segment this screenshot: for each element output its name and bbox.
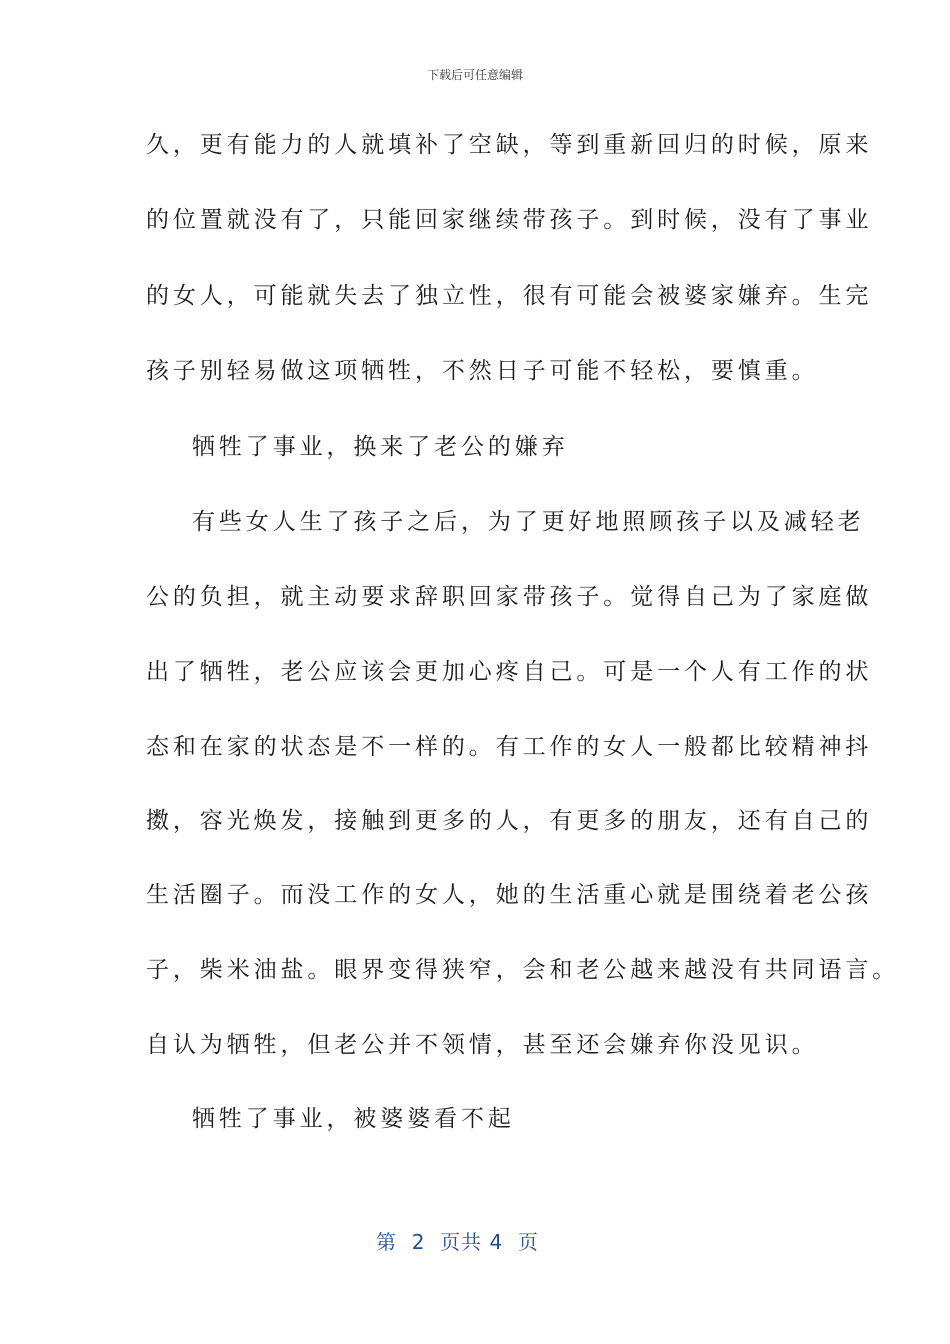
- section-heading: 牺牲了事业，被婆婆看不起: [192, 1106, 515, 1132]
- text-line: 孩子别轻易做这项牺牲，不然日子可能不轻松，要慎重。: [146, 358, 819, 384]
- text-line: 生活圈子。而没工作的女人，她的生活重心就是围绕着老公孩: [146, 882, 873, 908]
- text-line: 的位置就没有了，只能回家继续带孩子。到时候，没有了事业: [146, 207, 873, 233]
- text-line: 擞，容光焕发，接触到更多的人，有更多的朋友，还有自己的: [146, 808, 873, 834]
- page-header: 下载后可任意编辑: [426, 68, 523, 82]
- text-line: 公的负担，就主动要求辞职回家带孩子。觉得自己为了家庭做: [146, 584, 873, 610]
- page-number: 第 2 页共 4 页: [376, 1230, 539, 1254]
- text-line: 的女人，可能就失去了独立性，很有可能会被婆家嫌弃。生完: [146, 283, 873, 309]
- text-line: 出了牺牲，老公应该会更加心疼自己。可是一个人有工作的状: [146, 659, 873, 685]
- text-line: 有些女人生了孩子之后，为了更好地照顾孩子以及减轻老: [192, 509, 865, 535]
- text-line: 态和在家的状态是不一样的。有工作的女人一般都比较精神抖: [146, 734, 873, 760]
- text-line: 久，更有能力的人就填补了空缺，等到重新回归的时候，原来: [146, 132, 873, 158]
- section-heading: 牺牲了事业，换来了老公的嫌弃: [192, 434, 569, 460]
- text-line: 自认为牺牲，但老公并不领情，甚至还会嫌弃你没见识。: [146, 1032, 819, 1058]
- text-line: 子，柴米油盐。眼界变得狭窄，会和老公越来越没有共同语言。: [146, 957, 900, 983]
